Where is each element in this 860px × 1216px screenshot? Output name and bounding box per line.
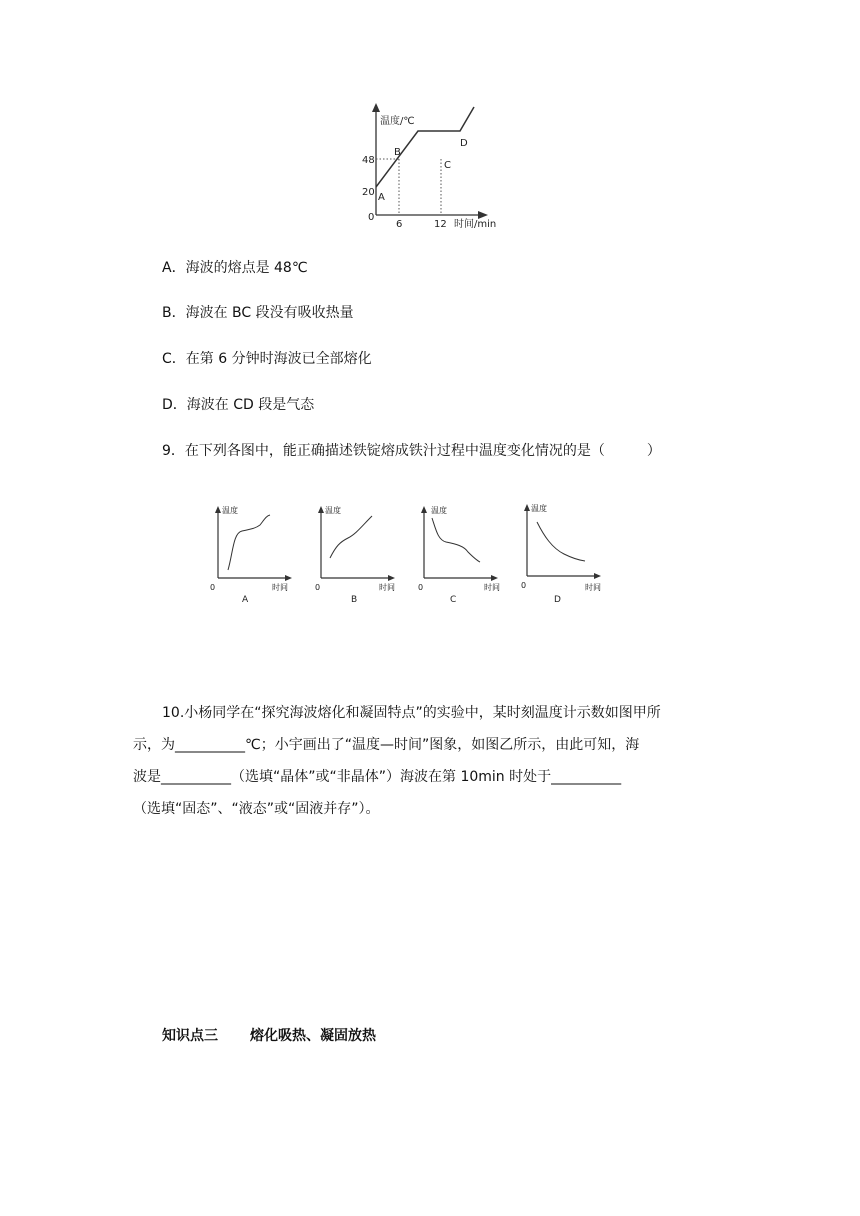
graph-b-ylabel: 温度 bbox=[325, 506, 341, 515]
graph-d-ylabel: 温度 bbox=[531, 504, 547, 513]
origin-label: 0 bbox=[368, 212, 375, 223]
option-c: C．在第 6 分钟时海波已全部熔化 bbox=[162, 351, 372, 367]
graph-b-xlabel: 时间 bbox=[379, 583, 395, 592]
graph-c-origin: 0 bbox=[418, 583, 424, 592]
option-d: D．海波在 CD 段是气态 bbox=[162, 397, 315, 413]
question-9-stem: 9．在下列各图中，能正确描述铁锭熔成铁汁过程中温度变化情况的是（ ） bbox=[162, 443, 661, 459]
point-d-label: D bbox=[460, 138, 468, 149]
point-b-label: B bbox=[394, 147, 401, 158]
graph-c-xlabel: 时间 bbox=[484, 583, 500, 592]
graph-a-ylabel: 温度 bbox=[222, 506, 238, 515]
graph-a-caption: A bbox=[242, 595, 249, 605]
y-tick-48: 48 bbox=[362, 155, 375, 166]
graph-b-curve bbox=[330, 516, 372, 558]
melting-curve-figure bbox=[350, 100, 510, 232]
graph-d-curve bbox=[537, 522, 585, 561]
y-tick-20: 20 bbox=[362, 187, 375, 198]
graph-c bbox=[418, 505, 500, 605]
point-c-label: C bbox=[444, 160, 451, 171]
graph-c-caption: C bbox=[450, 595, 457, 605]
question-10-line-4: （选填“固态”、“液态”或“固液并存”）。 bbox=[133, 801, 380, 817]
graph-a-origin: 0 bbox=[210, 583, 216, 592]
graph-d bbox=[521, 503, 601, 605]
question-10-line-3: 波是__________（选填“晶体”或“非晶体”）海波在第 10min 时处于__________ bbox=[133, 769, 622, 785]
x-axis-label: 时间/min bbox=[454, 219, 497, 230]
option-a: A．海波的熔点是 48℃ bbox=[162, 260, 308, 276]
question-10-line-2: 示，为__________℃；小宇画出了“温度—时间”图象，如图乙所示，由此可知，海 bbox=[133, 737, 640, 753]
x-tick-6: 6 bbox=[396, 219, 403, 230]
graph-d-origin: 0 bbox=[521, 581, 527, 590]
graph-a-curve bbox=[228, 515, 270, 570]
section-title: 熔化吸热、凝固放热 bbox=[250, 1028, 376, 1044]
graph-c-curve bbox=[432, 518, 480, 562]
graph-b-caption: B bbox=[351, 595, 358, 605]
point-a-label: A bbox=[378, 192, 385, 203]
question-10-line-1: 10.小杨同学在“探究海波熔化和凝固特点”的实验中，某时刻温度计示数如图甲所 bbox=[162, 705, 661, 721]
graph-d-xlabel: 时间 bbox=[585, 583, 601, 592]
section-number: 知识点三 bbox=[162, 1028, 218, 1044]
graph-b-origin: 0 bbox=[315, 583, 321, 592]
graph-d-caption: D bbox=[554, 595, 561, 605]
option-b: B．海波在 BC 段没有吸收热量 bbox=[162, 305, 354, 321]
x-axis-arrow bbox=[478, 211, 488, 219]
y-axis-label: 温度/℃ bbox=[380, 116, 415, 127]
graph-b bbox=[315, 505, 395, 605]
graph-c-ylabel: 温度 bbox=[431, 506, 447, 515]
y-axis-arrow bbox=[372, 103, 380, 112]
x-tick-12: 12 bbox=[434, 219, 447, 230]
graph-a bbox=[210, 505, 292, 605]
graph-a-xlabel: 时间 bbox=[272, 583, 288, 592]
q9-graphs bbox=[200, 498, 620, 610]
